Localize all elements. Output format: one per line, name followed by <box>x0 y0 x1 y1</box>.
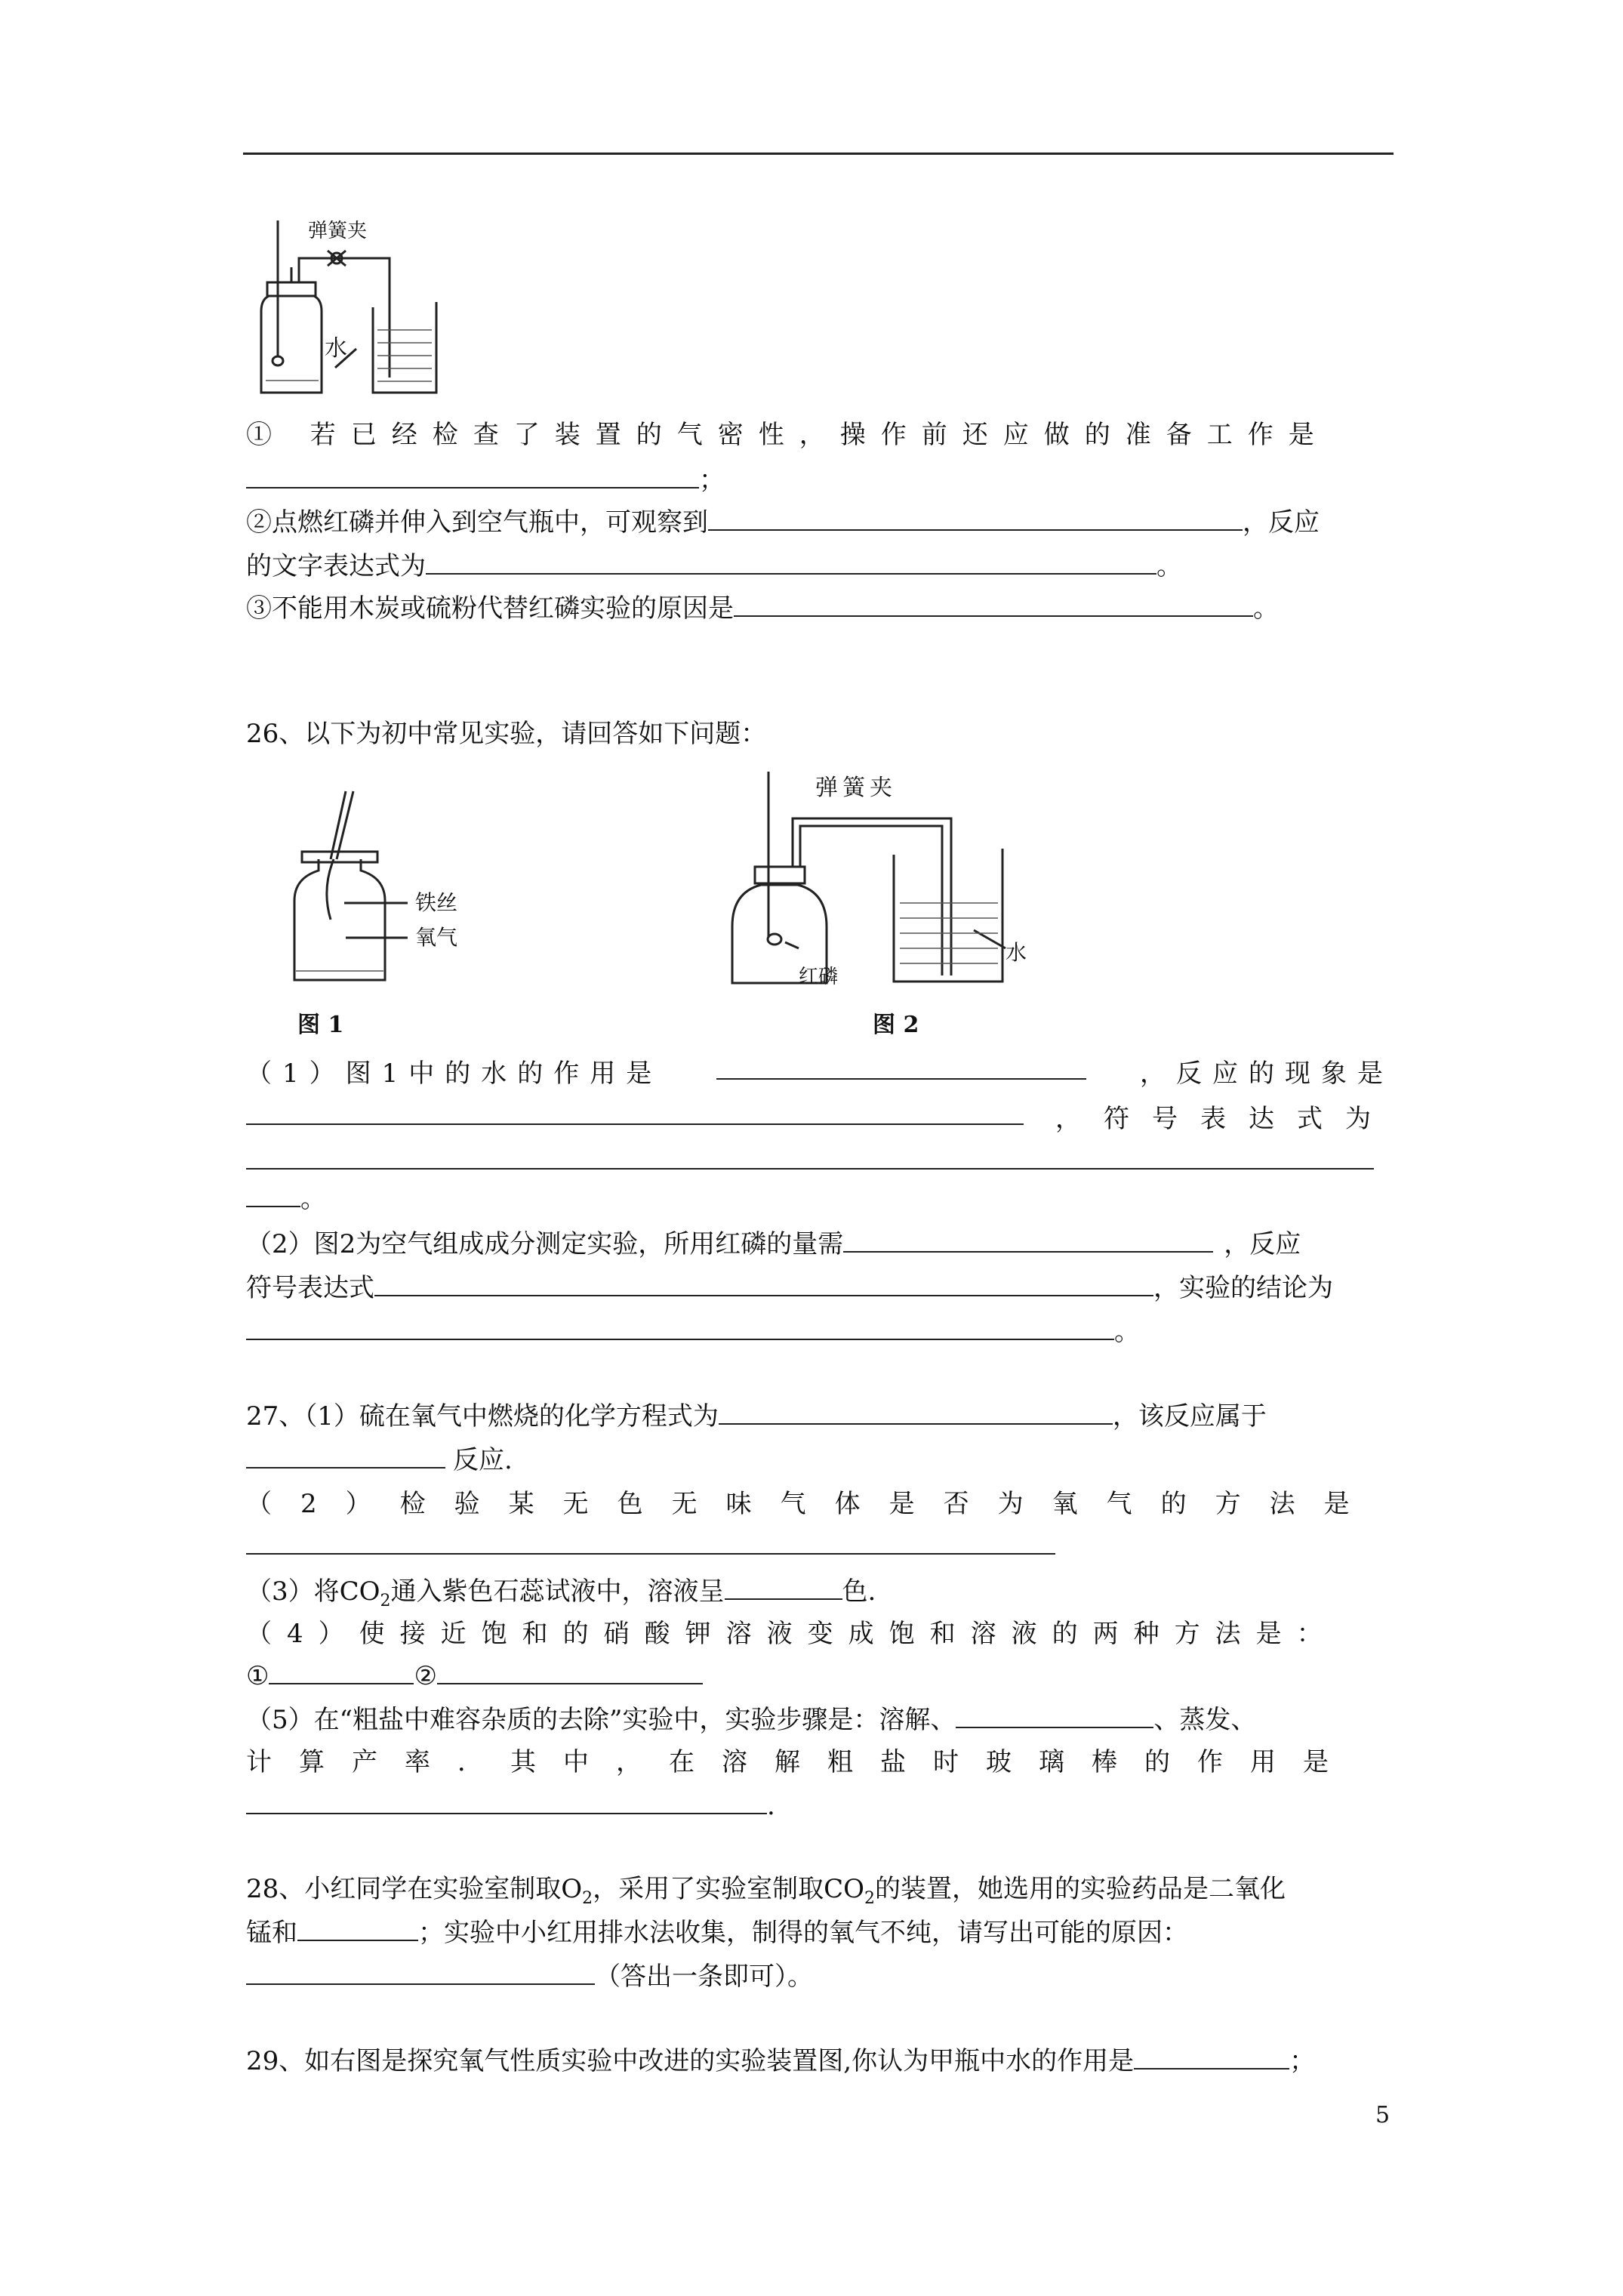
blank-q27-step[interactable] <box>956 1701 1153 1728</box>
blank-q25-observe[interactable] <box>708 504 1243 531</box>
q25-line-1b: ； <box>246 459 1394 501</box>
q26-fig1-label-wire: 铁丝 <box>415 890 458 915</box>
blank-q26-water-role[interactable] <box>716 1052 1086 1080</box>
q28-line-3: （答出一条即可）。 <box>246 1955 1394 1998</box>
q26-fig2-caption: 图 2 <box>873 1012 919 1038</box>
q26-p1-line-3 <box>246 1140 1394 1182</box>
blank-q25-prep[interactable] <box>246 461 699 488</box>
blank-q28-reagent[interactable] <box>297 1914 418 1941</box>
q25-line-3: 的文字表达式为 。 <box>246 545 1394 587</box>
q26-p1-line-4: 。 <box>246 1178 1394 1220</box>
q25-line-4: ③不能用木炭或硫粉代替红磷实验的原因是 。 <box>246 587 1394 630</box>
q26-title: 26、以下为初中常见实验，请回答如下问题： <box>246 719 767 749</box>
blank-q25-reason[interactable] <box>734 590 1253 617</box>
q25-apparatus-figure <box>246 213 465 403</box>
q26-fig2-label-water: 水 <box>1006 940 1027 965</box>
q25-line-2: ②点燃红磷并伸入到空气瓶中，可观察到 ，反应 <box>246 501 1394 544</box>
blank-q27-glass-rod-role[interactable] <box>246 1787 767 1814</box>
q26-fig2-label-phosphorus: 红磷 <box>799 966 839 988</box>
q26-figure-1 <box>249 776 498 995</box>
q27-p5-line-2: 计算产率．其中，在溶解粗盐时玻璃棒的作用是 <box>246 1747 1356 1777</box>
blank-q26-phenomenon[interactable] <box>246 1098 1024 1125</box>
blank-q26-symbol-expression[interactable] <box>246 1142 1374 1170</box>
q25-label-water: 水 <box>325 335 347 362</box>
q25-label-clip: 弹簧夹 <box>308 220 368 242</box>
q27-p1-line-2: 反应. <box>246 1439 1394 1481</box>
q26-figure-2 <box>725 764 1042 998</box>
q27-p5-line-3: . <box>246 1785 1394 1827</box>
blank-q26-p2-expression[interactable] <box>374 1269 1153 1296</box>
blank-q26-phosphorus-amount[interactable] <box>843 1225 1213 1253</box>
blank-q27-color[interactable] <box>725 1573 842 1600</box>
blank-q27-sulfur-equation[interactable] <box>719 1398 1113 1425</box>
q27-p4-line-1: （4）使接近饱和的硝酸钾溶液变成饱和溶液的两种方法是： <box>246 1619 1338 1649</box>
q26-p1-line-1: （1）图1中的水的作用是 ，反应的现象是 <box>246 1052 1394 1095</box>
blank-q27-method-1[interactable] <box>269 1657 414 1684</box>
blank-q28-reason[interactable] <box>246 1958 595 1985</box>
q26-fig1-label-oxygen: 氧气 <box>415 925 458 950</box>
blank-q27-method-2[interactable] <box>437 1657 703 1684</box>
q27-p1-line-1: 27、（1）硫在氧气中燃烧的化学方程式为 ，该反应属于 <box>246 1395 1394 1438</box>
q25-line-1 <box>246 414 1394 456</box>
q26-fig1-caption: 图 1 <box>297 1012 344 1038</box>
q27-p4-line-2: ① ② <box>246 1655 1394 1697</box>
q27-p3: （3）将$CO_2$通入紫色石蕊试液中，溶液呈 色. <box>246 1570 1394 1623</box>
blank-q26-symbol-expression-cont[interactable] <box>246 1180 300 1207</box>
blank-q27-reaction-type[interactable] <box>246 1441 445 1469</box>
q28-line-2: 锰和 ；实验中小红用排水法收集，制得的氧气不纯，请写出可能的原因： <box>246 1912 1394 1954</box>
q27-p2-line-1: （2）检验某无色无味气体是否为氧气的方法是 <box>246 1489 1378 1519</box>
blank-q29-water-role[interactable] <box>1134 2042 1289 2069</box>
blank-q27-oxygen-test[interactable] <box>246 1527 1055 1555</box>
blank-q26-conclusion[interactable] <box>246 1313 1114 1340</box>
page-number: 5 <box>1375 2102 1390 2128</box>
q26-p2-line-1: （2）图2为空气组成成分测定实验，所用红磷的量需 ，反应 <box>246 1223 1394 1265</box>
q27-p5-line-1: （5）在“粗盐中难容杂质的去除”实验中，实验步骤是：溶解、 、蒸发、 <box>246 1699 1394 1741</box>
blank-q25-expression[interactable] <box>426 547 1156 575</box>
q27-p2-line-2 <box>246 1525 1394 1567</box>
q26-p1-line-2: ，符号表达式为 <box>246 1098 1394 1140</box>
q26-p2-line-3: 。 <box>246 1311 1394 1353</box>
header-rule <box>243 153 1394 155</box>
q26-fig2-label-clip: 弹簧夹 <box>815 775 897 801</box>
q26-p2-line-2: 符号表达式 ，实验的结论为 <box>246 1267 1394 1309</box>
q29-line-1: 29、如右图是探究氧气性质实验中改进的实验装置图,你认为甲瓶中水的作用是 ； <box>246 2040 1394 2082</box>
q25-line1-text: ① 若已经检查了装置的气密性，操作前还应做的准备工作是 <box>246 420 1329 450</box>
q28-line-1: 28、小红同学在实验室制取$O_2$，采用了实验室制取$CO_2$的装置，她选用的实验药品是二氧化 <box>246 1874 1286 1908</box>
